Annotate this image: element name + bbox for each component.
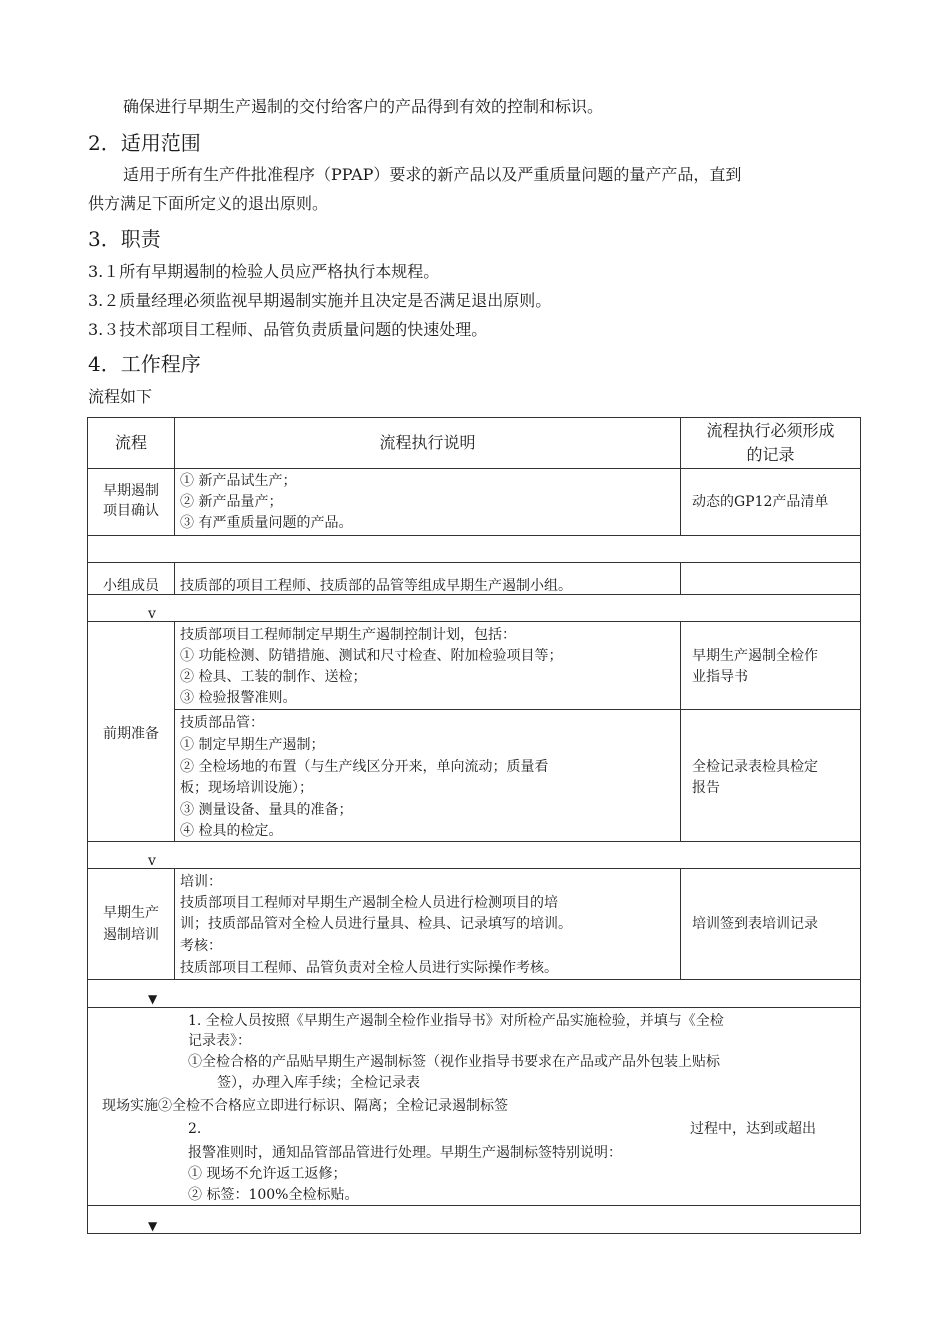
row4-desc-line: 训；技质部品管对全检人员进行量具、检具、记录填写的培训。 xyxy=(180,916,572,932)
row3b-desc-item: ① 制定早期生产遏制； xyxy=(180,737,325,753)
duty-item-2: 3.２质量经理必须监视早期遏制实施并且决定是否满足退出原则。 xyxy=(88,291,552,310)
row5-line: 报警准则时，通知品管部品管进行处理。早期生产遏制标签特别说明： xyxy=(188,1145,622,1161)
row1-step-line-2: 项目确认 xyxy=(103,503,159,519)
section-3-heading: 3．职责 xyxy=(88,227,161,251)
row3a-desc-item: ③ 检验报警准则。 xyxy=(180,690,297,706)
flow-caption: 流程如下 xyxy=(88,387,153,406)
row3a-record-line-2: 业指导书 xyxy=(692,669,748,685)
row4-record: 培训签到表培训记录 xyxy=(692,916,818,932)
row3a-desc-item: ② 检具、工装的制作、送检； xyxy=(180,669,367,685)
header-record-line-1: 流程执行必须形成 xyxy=(706,421,835,440)
header-description: 流程执行说明 xyxy=(379,433,476,452)
flow-arrow-icon: ▼ xyxy=(148,992,158,1006)
row3b-desc-item: ④ 检具的检定。 xyxy=(180,823,283,839)
row3-step: 前期准备 xyxy=(103,726,159,742)
row3b-desc-item: 板；现场培训设施）； xyxy=(180,780,313,796)
row2-step: 小组成员 xyxy=(103,578,159,594)
duty-item-1: 3.１所有早期遏制的检验人员应严格执行本规程。 xyxy=(88,262,440,281)
row1-desc-item: ① 新产品试生产； xyxy=(180,473,297,489)
scope-text-line-2: 供方满足下面所定义的退出原则。 xyxy=(88,194,329,213)
row4-step-line-2: 遏制培训 xyxy=(103,927,159,943)
row3b-desc-item: 技质部品管： xyxy=(180,715,264,731)
duty-item-3: 3.３技术部项目工程师、品管负责质量问题的快速处理。 xyxy=(88,320,488,339)
flow-arrow-icon: v xyxy=(148,853,156,869)
row3b-desc-item: ③ 测量设备、量具的准备； xyxy=(180,802,353,818)
header-record-line-2: 的记录 xyxy=(746,445,795,464)
row5-line: 记录表》： xyxy=(188,1033,251,1049)
header-step: 流程 xyxy=(114,433,147,452)
row4-desc-line: 考核： xyxy=(180,938,222,954)
section-2-heading: 2．适用范围 xyxy=(88,131,201,155)
row1-desc-item: ③ 有严重质量问题的产品。 xyxy=(180,515,353,531)
row3b-record-line-2: 报告 xyxy=(692,780,720,796)
row3b-record-line-1: 全检记录表检具检定 xyxy=(692,759,818,775)
row3a-desc-item: ① 功能检测、防错措施、测试和尺寸检查、附加检验项目等； xyxy=(180,648,563,664)
row4-desc-line: 技质部项目工程师、品管负责对全检人员进行实际操作考核。 xyxy=(180,960,558,976)
row5-step-and-item-2: 现场实施②全检不合格应立即进行标识、隔离；全检记录遏制标签 xyxy=(102,1098,508,1114)
row1-step-line-1: 早期遏制 xyxy=(103,483,159,499)
row4-step-line-1: 早期生产 xyxy=(103,905,159,921)
row3a-record-line-1: 早期生产遏制全检作 xyxy=(692,648,818,664)
row2-desc: 技质部的项目工程师、技质部的品管等组成早期生产遏制小组。 xyxy=(180,578,572,594)
purpose-text: 确保进行早期生产遏制的交付给客户的产品得到有效的控制和标识。 xyxy=(123,97,604,116)
row5-item-number: 2. xyxy=(188,1121,202,1137)
row1-desc-item: ② 新产品量产； xyxy=(180,494,283,510)
row5-line: 签），办理入库手续；全检记录表 xyxy=(217,1075,420,1091)
row5-line: ①全检合格的产品贴早期生产遏制标签（视作业指导书要求在产品或产品外包装上贴标 xyxy=(188,1054,720,1070)
row1-record: 动态的GP12产品清单 xyxy=(692,494,829,510)
row5-line: ② 标签：100%全检标贴。 xyxy=(188,1187,359,1203)
row5-line: ① 现场不允许返工返修； xyxy=(188,1166,347,1182)
row5-line: 1. 全检人员按照《早期生产遏制全检作业指导书》对所检产品实施检验，并填与《全检 xyxy=(188,1013,724,1029)
row4-desc-line: 培训： xyxy=(180,874,222,890)
row5-line: 过程中，达到或超出 xyxy=(690,1121,816,1137)
flow-arrow-icon: v xyxy=(148,606,156,622)
section-4-heading: 4．工作程序 xyxy=(88,352,201,376)
row3a-desc-item: 技质部项目工程师制定早期生产遏制控制计划，包括： xyxy=(180,627,516,643)
flow-arrow-icon: ▼ xyxy=(148,1219,158,1233)
scope-text-line-1: 适用于所有生产件批准程序（PPAP）要求的新产品以及严重质量问题的量产产品，直到 xyxy=(123,165,742,184)
row4-desc-line: 技质部项目工程师对早期生产遏制全检人员进行检测项目的培 xyxy=(180,895,558,911)
row3b-desc-item: ② 全检场地的布置（与生产线区分开来，单向流动；质量看 xyxy=(180,759,549,775)
